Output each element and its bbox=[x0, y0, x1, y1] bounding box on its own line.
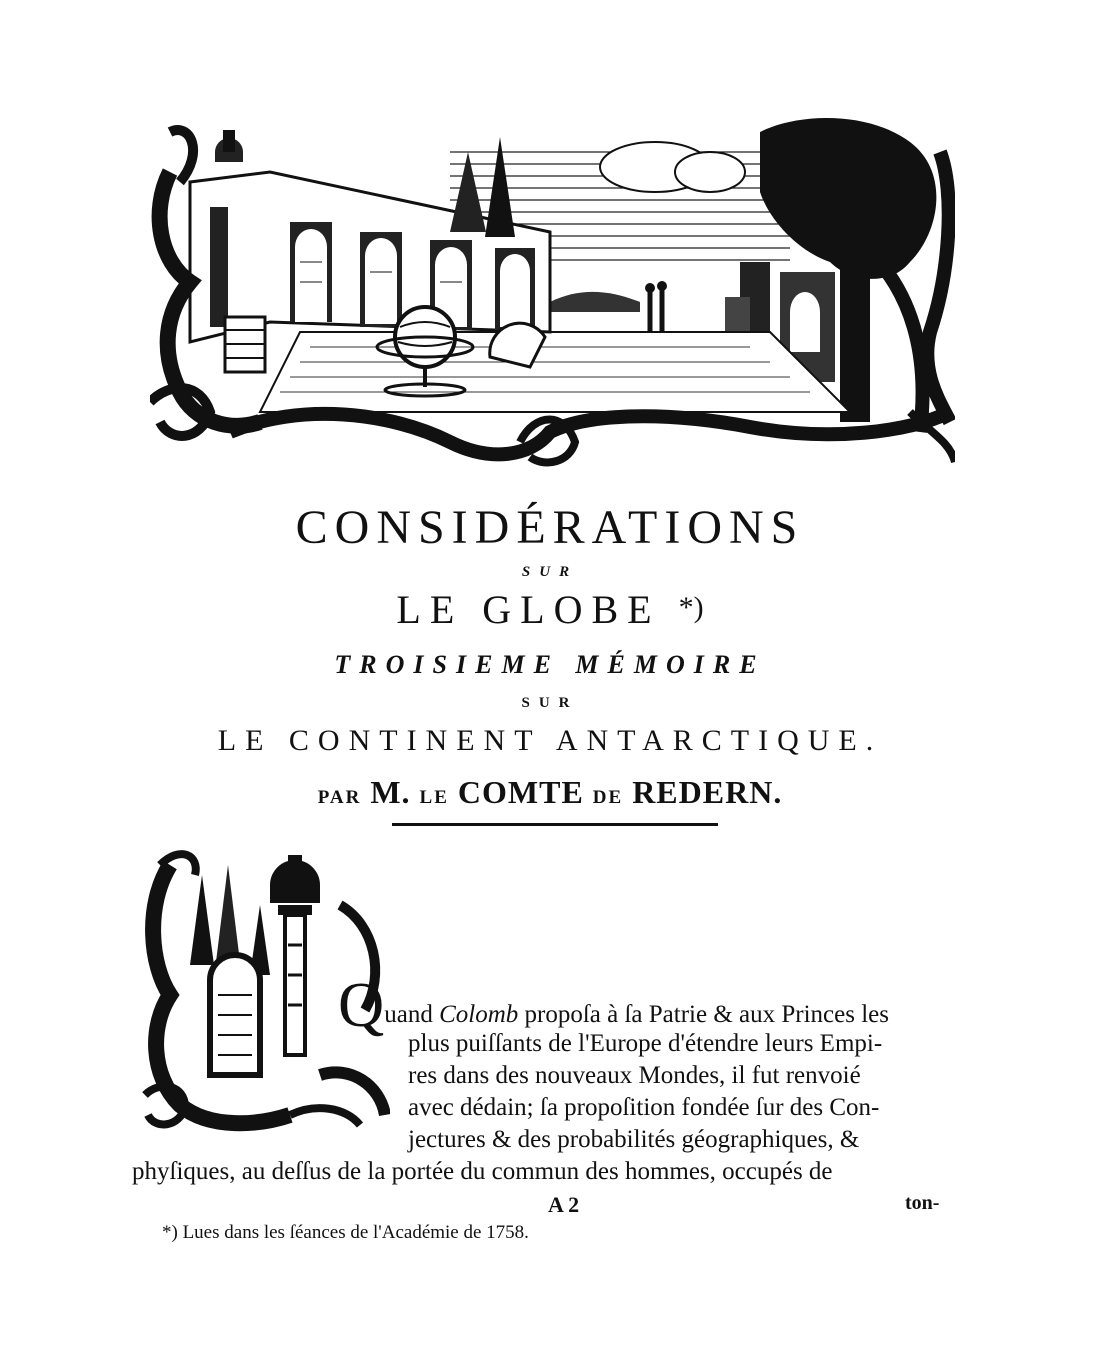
author-de: DE bbox=[592, 787, 624, 808]
footnote: *) Lues dans les ſéances de l'Académie de 1758. bbox=[162, 1222, 529, 1243]
body-line-1-end: propoſa à ſa Patrie & aux Princes les bbox=[524, 1001, 889, 1028]
memoir-connector-sur: SUR bbox=[521, 695, 579, 711]
title-subject-text: LE GLOBE bbox=[396, 587, 661, 632]
body-line-1-name: Colomb bbox=[439, 1001, 519, 1028]
author-name: REDERN. bbox=[632, 774, 783, 810]
author-line bbox=[0, 774, 1100, 811]
headpiece-engraving bbox=[150, 112, 955, 470]
body-line-2: plus puiſſants de l'Europe d'étendre leurs Empi- bbox=[408, 1030, 883, 1057]
author-m: M. bbox=[370, 774, 411, 810]
page-title: CONSIDÉRATIONS bbox=[295, 501, 805, 554]
body-line-6: phyſiques, au deſſus de la portée du commun des hommes, occupés de bbox=[132, 1158, 833, 1185]
body-line-5: jectures & des probabilités géographiques, & bbox=[408, 1126, 860, 1153]
author-comte: COMTE bbox=[457, 774, 584, 810]
title-subject bbox=[0, 586, 1100, 633]
footnote-marker: *) bbox=[678, 591, 704, 624]
memoir-heading: TROISIEME MÉMOIRE bbox=[334, 650, 766, 679]
title-connector-sur: SUR bbox=[521, 564, 579, 580]
memoir-subject: LE CONTINENT ANTARCTIQUE. bbox=[217, 724, 883, 757]
drop-initial: Q bbox=[338, 969, 385, 1040]
body-line-4: avec dédain; ſa propoſition fondée ſur des Con- bbox=[408, 1094, 880, 1121]
catchword: ton- bbox=[905, 1192, 940, 1214]
signature-mark: A 2 bbox=[548, 1192, 580, 1217]
title-divider-rule bbox=[392, 823, 718, 826]
body-line-3: res dans des nouveaux Mondes, il fut renvoié bbox=[408, 1062, 861, 1089]
body-line-1-start: uand bbox=[384, 1001, 433, 1028]
author-par: PAR bbox=[317, 787, 362, 808]
author-le: LE bbox=[419, 787, 449, 808]
